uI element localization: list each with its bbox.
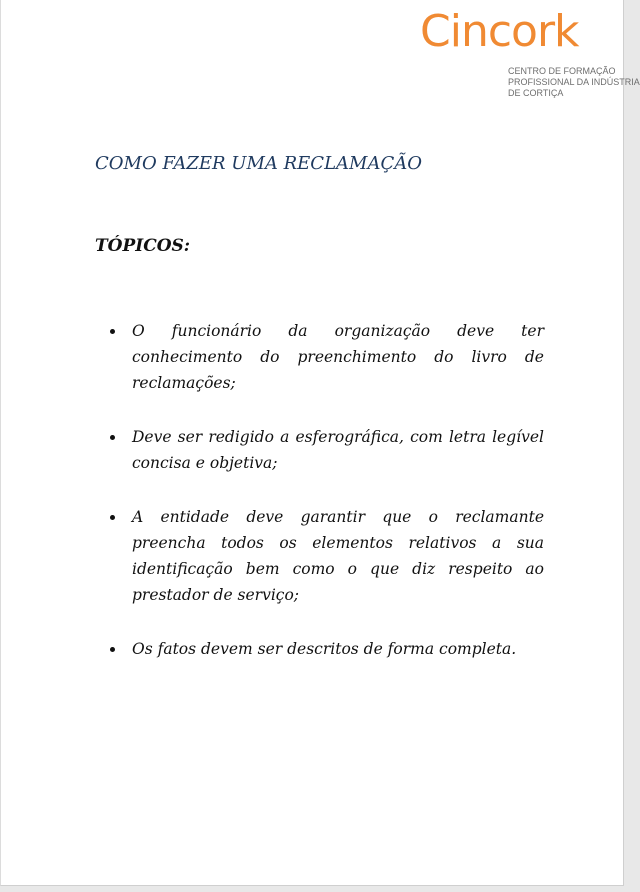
topics-list [110, 318, 544, 690]
list-item-text: A entidade deve garantir que o reclamante preencha todos os elementos relativos a sua identificação bem como o que diz respeito ao prestador de serviço; [132, 508, 544, 604]
bullet-dot-icon [110, 329, 115, 334]
list-item [110, 636, 544, 662]
topics-heading: TÓPICOS: [95, 236, 191, 256]
list-item [110, 504, 544, 608]
bullet-dot-icon [110, 515, 115, 520]
logo-subtitle [508, 66, 640, 99]
list-item-text: Os fatos devem ser descritos de forma completa. [132, 640, 517, 658]
logo-subtitle-line: CENTRO DE FORMAÇÃO [508, 66, 616, 76]
logo-subtitle-line: DE CORTIÇA [508, 88, 564, 98]
bullet-dot-icon [110, 647, 115, 652]
bullet-dot-icon [110, 435, 115, 440]
list-item-text: Deve ser redigido a esferográfica, com letra legível concisa e objetiva; [132, 428, 544, 472]
cincork-logo [420, 6, 640, 99]
logo-wordmark: Cincork [420, 6, 579, 57]
list-item [110, 424, 544, 476]
list-item [110, 318, 544, 396]
logo-subtitle-line: PROFISSIONAL DA INDÚSTRIA [508, 77, 640, 87]
list-item-text: O funcionário da organização deve ter conhecimento do preenchimento do livro de reclamações; [132, 322, 544, 392]
document-title: COMO FAZER UMA RECLAMAÇÃO [95, 153, 422, 174]
